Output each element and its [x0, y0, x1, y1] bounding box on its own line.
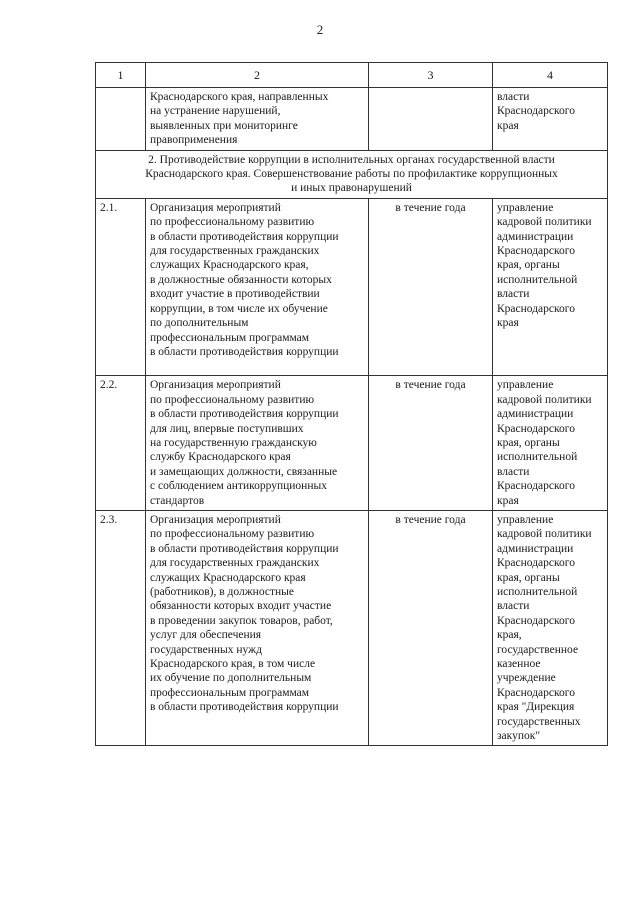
action-line: Организация мероприятий: [150, 379, 281, 392]
period-cell: [369, 88, 493, 151]
action-cell: [146, 376, 369, 511]
responsible-line: края "Дирекция: [497, 701, 575, 714]
column-number-2: 2: [146, 63, 369, 88]
action-line: с соблюдением антикоррупционных: [150, 480, 327, 493]
table-row: [96, 510, 608, 746]
responsible-cell: [493, 376, 608, 511]
responsible-line: Краснодарского: [497, 105, 575, 118]
action-line: Краснодарского края, в том числе: [150, 658, 316, 671]
action-cell: [146, 198, 369, 375]
action-line: профессиональным программам: [150, 686, 310, 699]
responsible-line: Краснодарского: [497, 302, 575, 315]
table-row: [96, 198, 608, 375]
responsible-line: власти: [497, 288, 530, 301]
action-line: служащих Краснодарского края: [150, 571, 306, 584]
responsible-line: Краснодарского: [497, 614, 575, 627]
row-number-cell: 2.2.: [96, 376, 146, 511]
responsible-line: края: [497, 317, 519, 330]
responsible-line: края: [497, 494, 519, 507]
action-line: в проведении закупок товаров, работ,: [150, 614, 333, 627]
action-line: для государственных гражданских: [150, 557, 320, 570]
action-line: Организация мероприятий: [150, 513, 281, 526]
period-cell: в течение года: [369, 510, 493, 746]
action-line: на государственную гражданскую: [150, 436, 317, 449]
responsible-line: закупок": [497, 730, 541, 743]
responsible-line: кадровой политики: [497, 528, 592, 541]
period-cell: в течение года: [369, 376, 493, 511]
responsible-line: управление: [497, 379, 554, 392]
column-number-4: 4: [493, 63, 608, 88]
responsible-line: края,: [497, 629, 522, 642]
action-line: обязанности которых входит участие: [150, 600, 332, 613]
action-line: в области противодействия коррупции: [150, 345, 339, 358]
row-number-cell: [96, 88, 146, 151]
responsible-line: кадровой политики: [497, 216, 592, 229]
action-line: службу Краснодарского края: [150, 451, 291, 464]
responsible-line: учреждение: [497, 672, 556, 685]
responsible-line: Краснодарского: [497, 422, 575, 435]
section-heading: [96, 150, 608, 198]
column-number-header-row: [96, 63, 608, 88]
responsible-cell: [493, 198, 608, 375]
action-line: для лиц, впервые поступивших: [150, 422, 304, 435]
section-heading-row: [96, 150, 608, 198]
section-heading-line: и иных правонарушений: [291, 182, 412, 195]
action-line: Краснодарского края, направленных: [150, 91, 329, 103]
action-cell: [146, 510, 369, 746]
responsible-line: управление: [497, 201, 554, 214]
column-number-1: 1: [96, 63, 146, 88]
responsible-cell: [493, 510, 608, 746]
action-line: Организация мероприятий: [150, 201, 281, 214]
responsible-line: края, органы: [497, 571, 560, 584]
responsible-line: администрации: [497, 542, 574, 555]
responsible-line: исполнительной: [497, 451, 578, 464]
responsible-line: администрации: [497, 408, 574, 421]
responsible-line: управление: [497, 513, 554, 526]
action-line: в области противодействия коррупции: [150, 701, 339, 714]
responsible-cell: [493, 88, 608, 151]
action-line: для государственных гражданских: [150, 245, 320, 258]
anti-corruption-plan-table: [95, 62, 608, 746]
row-number-cell: 2.3.: [96, 510, 146, 746]
responsible-line: кадровой политики: [497, 393, 592, 406]
action-line: в области противодействия коррупции: [150, 408, 339, 421]
responsible-line: края, органы: [497, 259, 560, 272]
responsible-line: Краснодарского: [497, 245, 575, 258]
action-line: на устранение нарушений,: [150, 105, 281, 118]
responsible-line: исполнительной: [497, 273, 578, 286]
action-line: услуг для обеспечения: [150, 629, 262, 642]
action-line: в области противодействия коррупции: [150, 230, 339, 243]
section-heading-line: 2. Противодействие коррупции в исполнительных органах государственной власти: [148, 153, 555, 166]
action-line: в должностные обязанности которых: [150, 273, 332, 286]
responsible-line: Краснодарского: [497, 557, 575, 570]
action-line: и замещающих должности, связанные: [150, 465, 338, 478]
responsible-line: Краснодарского: [497, 686, 575, 699]
responsible-line: казенное: [497, 658, 541, 671]
responsible-line: Краснодарского: [497, 480, 575, 493]
table-row: [96, 376, 608, 511]
action-line: по профессиональному развитию: [150, 528, 315, 541]
row-number-cell: 2.1.: [96, 198, 146, 375]
column-number-3: 3: [369, 63, 493, 88]
action-line: по дополнительным: [150, 317, 249, 330]
action-line: профессиональным программам: [150, 331, 310, 344]
responsible-line: власти: [497, 91, 530, 103]
action-line: в области противодействия коррупции: [150, 542, 339, 555]
action-line: выявленных при мониторинге: [150, 119, 298, 132]
responsible-line: исполнительной: [497, 586, 578, 598]
action-line: их обучение по дополнительным: [150, 672, 312, 685]
responsible-line: администрации: [497, 230, 574, 243]
continued-row: [96, 88, 608, 151]
responsible-line: государственное: [497, 643, 579, 656]
action-line: (работников), в должностные: [150, 586, 294, 598]
action-line: по профессиональному развитию: [150, 393, 315, 406]
action-line: стандартов: [150, 494, 205, 507]
page-number: 2: [316, 22, 324, 37]
action-line: входит участие в противодействии: [150, 288, 320, 301]
action-line: коррупции, в том числе их обучение: [150, 302, 328, 315]
action-line: правоприменения: [150, 134, 238, 147]
action-cell: [146, 88, 369, 151]
row-spacer: [150, 359, 364, 373]
responsible-line: государственных: [497, 715, 581, 728]
responsible-line: края: [497, 119, 519, 132]
action-line: государственных нужд: [150, 643, 262, 656]
responsible-line: власти: [497, 465, 530, 478]
responsible-line: края, органы: [497, 436, 560, 449]
action-line: служащих Краснодарского края,: [150, 259, 309, 272]
period-cell: в течение года: [369, 198, 493, 375]
action-line: по профессиональному развитию: [150, 216, 315, 229]
responsible-line: власти: [497, 600, 530, 613]
section-heading-line: Краснодарского края. Совершенствование работы по профилактике коррупционных: [145, 168, 558, 181]
